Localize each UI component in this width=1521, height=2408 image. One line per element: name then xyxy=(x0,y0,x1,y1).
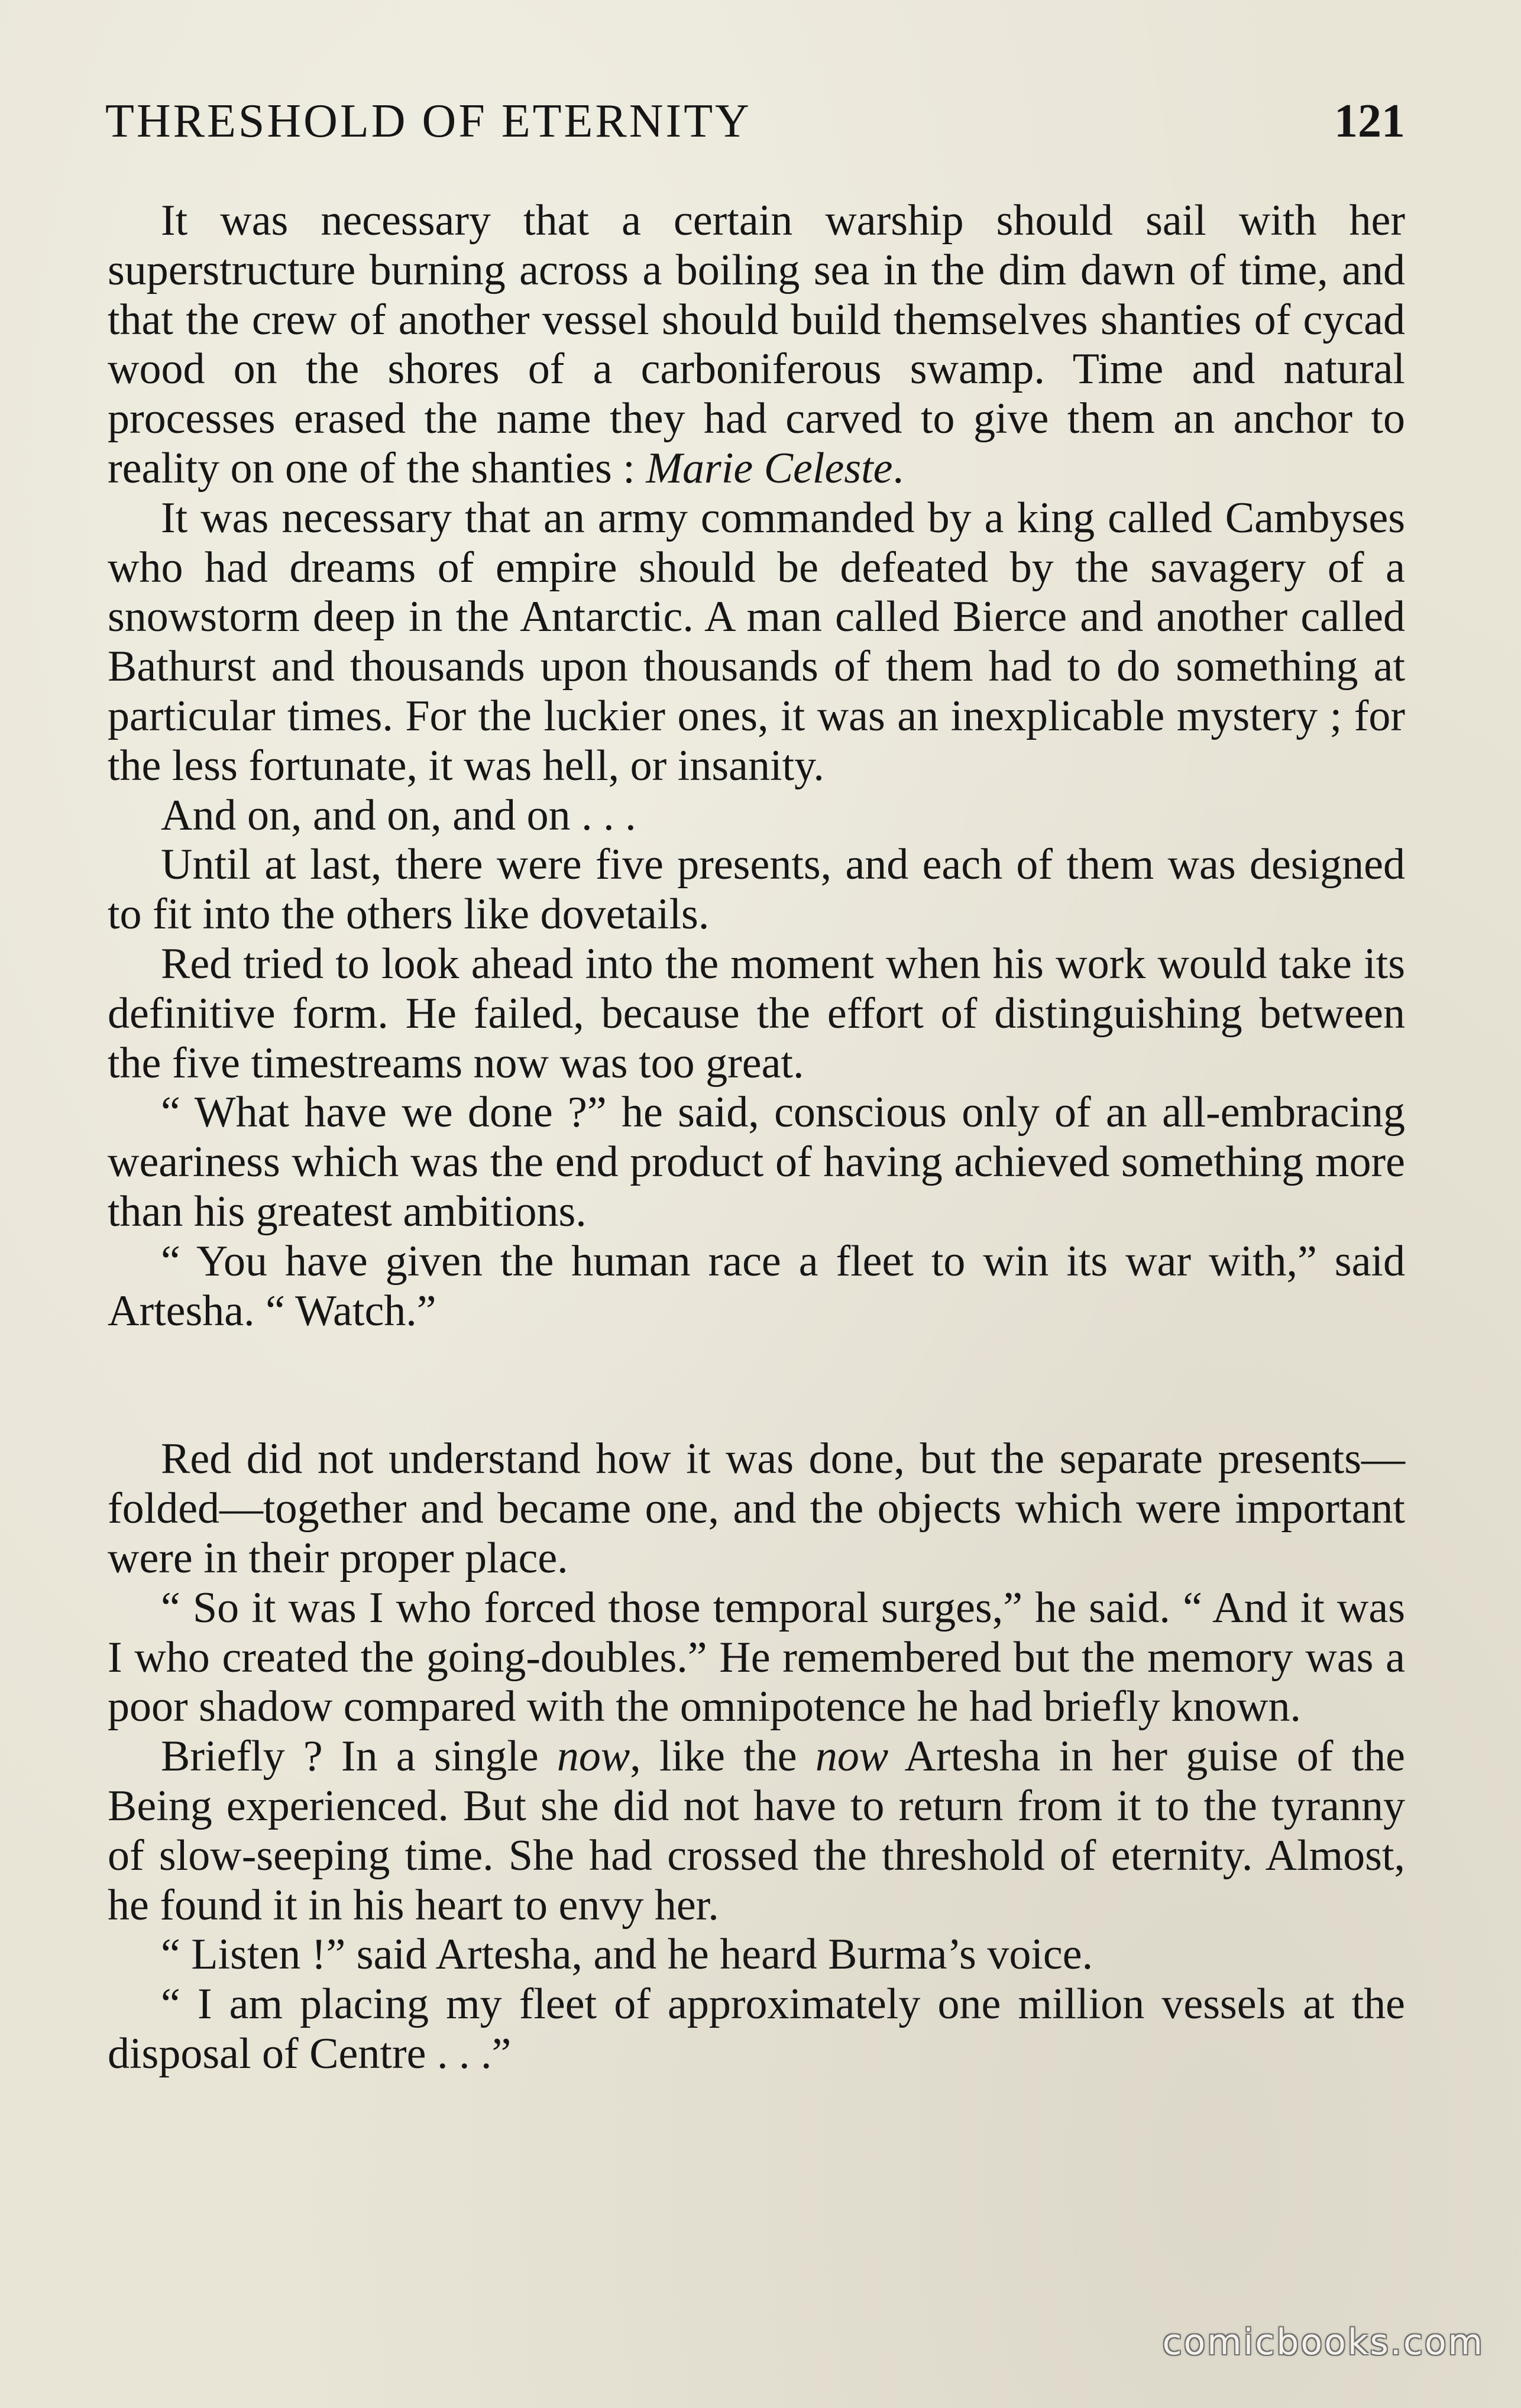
paragraph xyxy=(108,196,1405,494)
paragraph: Red did not understand how it was done, but the separate presents—folded—together and became one, and the objects which were important were in their proper place. xyxy=(108,1435,1405,1582)
ship-name: Marie Celeste xyxy=(646,444,893,493)
paragraph: “ Listen !” said Artesha, and he heard Burma’s voice. xyxy=(161,1930,1093,1979)
paragraph: “ What have we done ?” he said, conscious only of an all-embracing weariness which was the end product of having achieved something more than his greatest ambitions. xyxy=(108,1088,1405,1236)
paragraph: “ I am placing my fleet of approximately one million vessels at the disposal of Centre . . .” xyxy=(108,1980,1405,2078)
italic-word: now xyxy=(815,1732,889,1781)
watermark-logo: comicbooks.com xyxy=(1162,2322,1484,2363)
paragraph: And on, and on, and on . . . xyxy=(161,791,636,840)
body-text xyxy=(108,196,1405,2079)
running-title: THRESHOLD OF ETERNITY xyxy=(105,95,752,147)
paragraph-punct: . xyxy=(892,444,904,493)
paragraph: It was necessary that an army commanded by a king called Cambyses who had dreams of empire should be defeated by the savagery of a snowstorm deep in the Antarctic. A man called Bierce and another called Bathurst and thousands upon thousands of them had to do something at particular times. For the luckier ones, it was an inexplicable mystery ; for the less fortunate, it was hell, or insanity. xyxy=(108,493,1405,790)
paragraph-text: Briefly ? In a single xyxy=(161,1732,557,1781)
page-number: 121 xyxy=(1334,95,1405,147)
paragraph: “ You have given the human race a fleet to win its war with,” said Artesha. “ Watch.” xyxy=(108,1237,1405,1335)
page-header xyxy=(105,95,1405,154)
paragraph-text: Artesha in her guise of the Being experienced. But she did not have to return from it to the tyranny of slow-seeping time. She had crossed the threshold of eternity. Almost, he found it in his heart to envy her. xyxy=(108,1732,1406,1930)
paragraph: Until at last, there were five presents, and each of them was designed to fit into the others like dovetails. xyxy=(108,840,1405,939)
paragraph: “ So it was I who forced those temporal surges,” he said. “ And it was I who created the going-doubles.” He remembered but the memory was a poor shadow compared with the omnipotence he had briefly known. xyxy=(108,1583,1405,1731)
paragraph-text: It was necessary that a certain warship should sail with her superstructure burning across a boiling sea in the dim dawn of time, and that the crew of another vessel should build themselves shanties of cycad wood on the shores of a carboniferous swamp. Time and natural processes erased the name they had carved to give them an anchor to reality on one of the shanties : xyxy=(108,196,1405,493)
paragraph: Red tried to look ahead into the moment when his work would take its definitive form. He failed, because the effort of distinguishing between the five timestreams now was too great. xyxy=(108,939,1405,1088)
italic-word: now xyxy=(556,1732,630,1781)
paragraph xyxy=(108,1732,1405,1930)
paragraph-text: , like the xyxy=(630,1732,815,1781)
